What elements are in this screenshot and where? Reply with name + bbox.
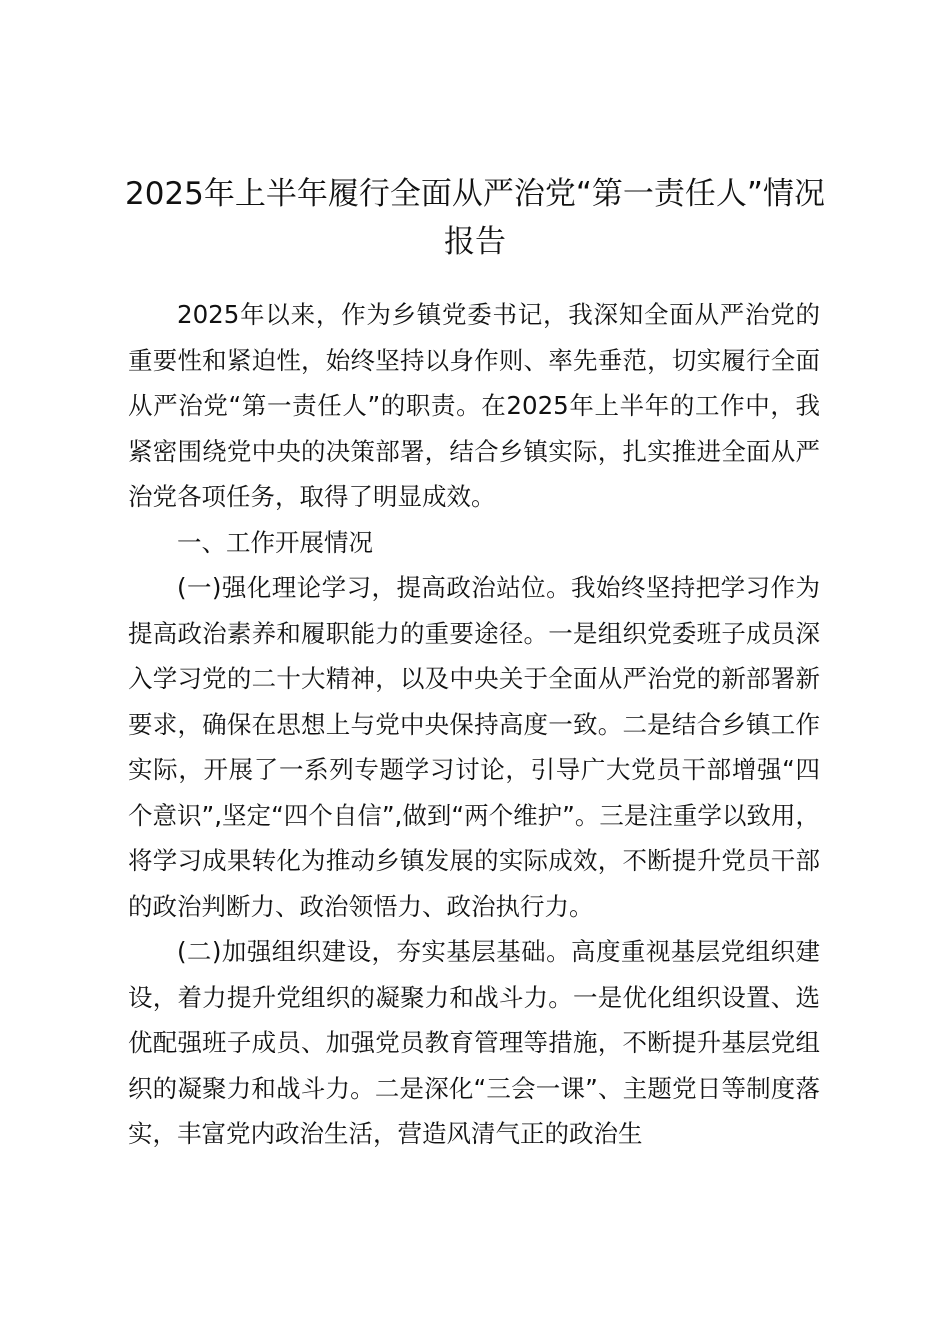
paragraph-intro: 2025年以来，作为乡镇党委书记，我深知全面从严治党的重要性和紧迫性，始终坚持以身作则、率先垂范，切实履行全面从严治党“第一责任人”的职责。在2025年上半年的工作中，我紧密围绕党中央的决策部署，结合乡镇实际，扎实推进全面从严治党各项任务，取得了明显成效。 xyxy=(128,300,820,511)
section-heading: 一、工作开展情况 xyxy=(177,527,373,557)
paragraph-theory-study: (一)强化理论学习，提高政治站位。我始终坚持把学习作为提高政治素养和履职能力的重要途径。一是组织党委班子成员深入学习党的二十大精神，以及中央关于全面从严治党的新部署新要求，确保在思想上与党中央保持高度一致。二是结合乡镇工作实际，开展了一系列专题学习讨论，引导广大党员干部增强“四个意识”,坚定“四个自信”,做到“两个维护”。三是注重学以致用，将学习成果转化为推动乡镇发展的实际成效，不断提升党员干部的政治判断力、政治领悟力、政治执行力。 xyxy=(128,573,820,921)
document-title: 2025年上半年履行全面从严治党“第一责任人”情况报告 xyxy=(124,176,825,260)
paragraph-organization-building: (二)加强组织建设，夯实基层基础。高度重视基层党组织建设，着力提升党组织的凝聚力和战斗力。一是优化组织设置、选优配强班子成员、加强党员教育管理等措施，不断提升基层党组织的凝聚力和战斗力。二是深化“三会一课”、主题党日等制度落实，丰富党内政治生活，营造风清气正的政治生 xyxy=(128,937,820,1148)
document-body xyxy=(128,292,820,1157)
